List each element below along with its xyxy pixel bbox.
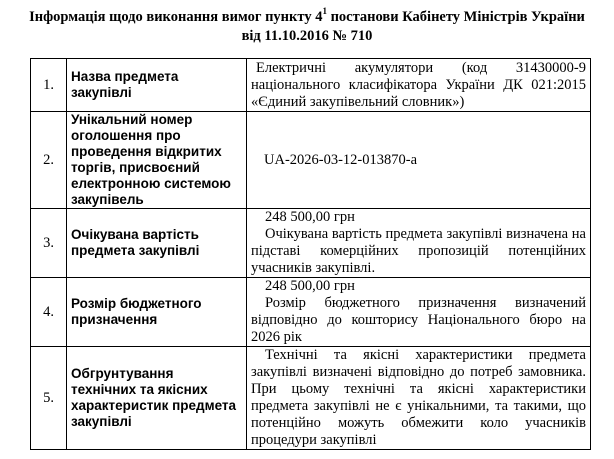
row-label: Обгрунтування технічних та якісних характеристик предмета закупівлі [67, 347, 247, 450]
expected-cost-amount: 248 500,00 грн [265, 209, 355, 225]
subject-name-value: Електричні акумулятори (код 31430000-9 національного класифікатора України ДК 021:2015 «Єдиний закупівельний словник») [251, 59, 586, 110]
table-row [31, 347, 591, 450]
row-label: Назва предмета закупівлі [67, 59, 247, 112]
procurement-info-table [30, 58, 591, 450]
table-row [31, 59, 591, 112]
title-line-1: Інформація щодо виконання вимог пункту $4^1$ постанови Кабінету Міністрів України [29, 6, 585, 25]
row-value [247, 112, 591, 209]
title-line-2: від 11.10.2016 № 710 [241, 28, 373, 44]
budget-amount: 248 500,00 грн [265, 278, 355, 294]
row-value [247, 278, 591, 347]
table-row [31, 209, 591, 278]
row-value [247, 59, 591, 112]
title-superscript: 1 [322, 6, 327, 17]
row-number: 1. [31, 59, 67, 112]
table-row [31, 112, 591, 209]
tender-id-value: UA-2026-03-12-013870-a [264, 151, 418, 168]
row-label: Унікальний номер оголошення про проведення відкритих торгів, присвоєний електронною системою закупівель [67, 112, 247, 209]
row-number: 3. [31, 209, 67, 278]
row-label: Розмір бюджетного призначення [67, 278, 247, 347]
row-number: 4. [31, 278, 67, 347]
expected-cost-note: Очікувана вартість предмета закупівлі визначена на підставі комерційних пропозицій потенційних учасників закупівлі. [251, 226, 586, 276]
row-value [247, 347, 591, 450]
row-value [247, 209, 591, 278]
table-row [31, 278, 591, 347]
budget-note: Розмір бюджетного призначення визначений відповідно до кошторису Національного бюро на 2026 рік [251, 295, 586, 345]
justification-value: Технічні та якісні характеристики предмета закупівлі визначені відповідно до потреб замовника. При цьому технічні та якісні характеристики предмета закупівлі не є унікальними, та такими, що потенційно можуть обмежити коло учасників процедури закупівлі [251, 347, 586, 448]
row-label: Очікувана вартість предмета закупівлі [67, 209, 247, 278]
document-title [0, 8, 614, 46]
row-number: 5. [31, 347, 67, 450]
row-number: 2. [31, 112, 67, 209]
